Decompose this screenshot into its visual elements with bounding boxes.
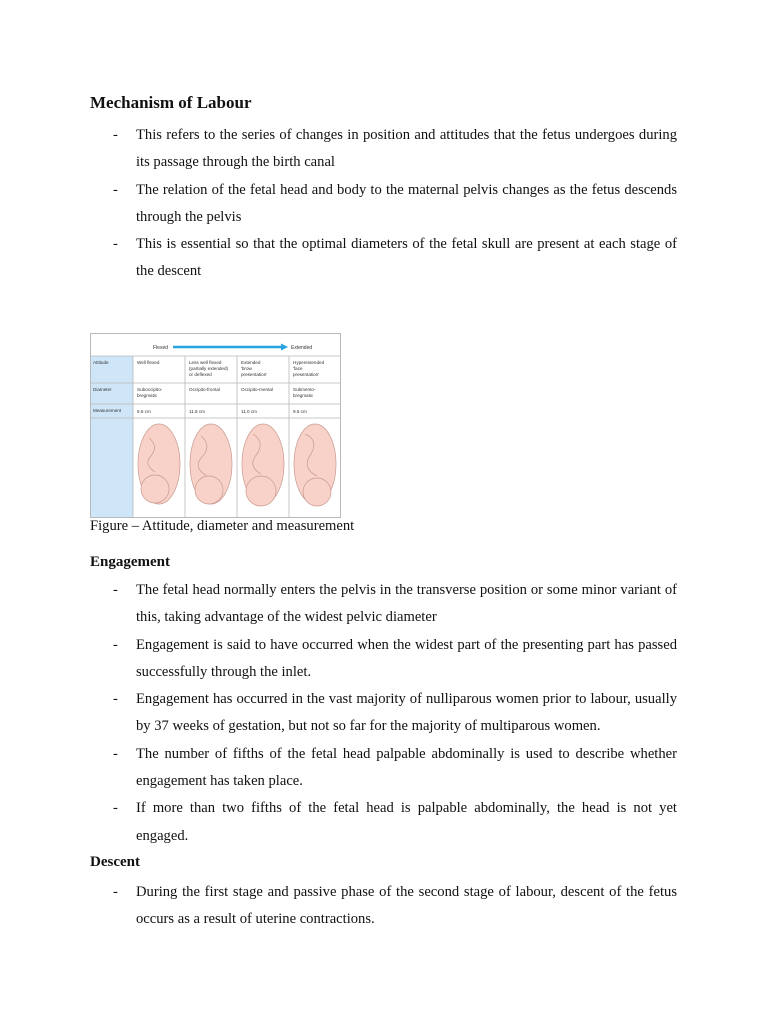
list-item: - If more than two fifths of the fetal head is palpable abdominally, the head is not yet engaged. <box>113 800 677 844</box>
scale-arrow-head-icon <box>281 344 288 351</box>
bullet-text: The relation of the fetal head and body to the maternal pelvis changes as the fetus descends through the pelvis <box>136 181 677 225</box>
diameter-cell: Occipito-frontal <box>189 387 220 392</box>
row-label-measurement: Measurement <box>93 408 122 413</box>
intro-bullet-list <box>0 122 768 286</box>
list-item: - The relation of the fetal head and body to the maternal pelvis changes as the fetus descends through the pelvis <box>113 181 677 225</box>
attitude-table-graphic <box>91 334 340 517</box>
fetus-partially-extended-icon <box>190 424 232 504</box>
measurement-row <box>137 409 307 414</box>
list-item: - Engagement is said to have occurred when the widest part of the presenting part has passed successfully through the inlet. <box>113 636 677 680</box>
attitude-cell: presentation' <box>293 372 320 377</box>
bullet-text: Engagement has occurred in the vast majority of nulliparous women prior to labour, usually by 37 weeks of gestation, but not so far for the majority of multiparous women. <box>136 691 677 735</box>
bullet-text: If more than two fifths of the fetal head is palpable abdominally, the head is not yet engaged. <box>136 800 677 844</box>
bullet-text: Engagement is said to have occurred when the widest part of the presenting part has passed successfully through the inlet. <box>136 636 677 680</box>
section-heading-engagement: Engagement <box>90 554 170 570</box>
attitude-cell: Extended <box>241 360 261 365</box>
measurement-cell: 9.5 cm <box>293 409 307 414</box>
descent-bullet-list <box>0 879 768 934</box>
attitude-figure <box>90 333 341 518</box>
list-item: - This refers to the series of changes in position and attitudes that the fetus undergoes during its passage through the birth canal <box>113 127 677 171</box>
attitude-cell: 'brow <box>241 366 252 371</box>
label-column-fill <box>91 356 133 517</box>
section-heading-descent: Descent <box>90 854 140 870</box>
diameter-cell: bregmatic <box>137 393 158 398</box>
attitude-cell: Less well flexed <box>189 360 222 365</box>
list-item: - During the first stage and passive phase of the second stage of labour, descent of the fetus occurs as a result of uterine contractions. <box>113 884 677 928</box>
list-item: - This is essential so that the optimal diameters of the fetal skull are present at each stage of the descent <box>113 236 677 280</box>
row-label-diameter: Diameter <box>93 387 112 392</box>
diameter-cell: Submento- <box>293 387 316 392</box>
bullet-text: This is essential so that the optimal diameters of the fetal skull are present at each stage of the descent <box>136 236 677 280</box>
bullet-text: During the first stage and passive phase of the second stage of labour, descent of the fetus occurs as a result of uterine contractions. <box>136 884 677 928</box>
measurement-cell: 9.5 cm <box>137 409 151 414</box>
measurement-cell: 11.5 cm <box>189 409 205 414</box>
list-item: - The number of fifths of the fetal head palpable abdominally is used to describe whether engagement has taken place. <box>113 745 677 790</box>
attitude-row <box>137 360 325 377</box>
diameter-cell: Suboccipito- <box>137 387 163 392</box>
diameter-cell: bregmatic <box>293 393 314 398</box>
fetus-well-flexed-icon <box>138 424 180 504</box>
attitude-cell: (partially extended) <box>189 366 229 371</box>
attitude-cell: Hyperextended <box>293 360 325 365</box>
bullet-text: This refers to the series of changes in position and attitudes that the fetus undergoes during its passage through the birth canal <box>136 127 677 171</box>
scale-right-label: Extended <box>291 345 313 351</box>
attitude-cell: Well flexed <box>137 360 160 365</box>
bullet-text: The number of fifths of the fetal head palpable abdominally is used to describe whether engagement has taken place. <box>136 745 677 790</box>
figure-caption: Figure – Attitude, diameter and measurement <box>90 518 355 534</box>
engagement-bullet-list <box>0 577 768 850</box>
diameter-cell: Occipito-mental <box>241 387 273 392</box>
attitude-cell: or deflexed <box>189 372 212 377</box>
fetus-face-presentation-icon <box>294 424 336 506</box>
row-label-attitude: Attitude <box>93 360 109 365</box>
attitude-cell: presentation' <box>241 372 268 377</box>
scale-left-label: Flexed <box>153 345 169 351</box>
attitude-cell: 'face <box>293 366 303 371</box>
measurement-cell: 11.0 cm <box>241 409 257 414</box>
list-item: - The fetal head normally enters the pelvis in the transverse position or some minor variant of this, taking advantage of the widest pelvic diameter <box>113 582 677 626</box>
list-item: - Engagement has occurred in the vast majority of nulliparous women prior to labour, usually by 37 weeks of gestation, but not so far for the majority of multiparous women. <box>113 691 677 735</box>
page-title: Mechanism of Labour <box>90 93 252 112</box>
fetus-brow-presentation-icon <box>242 424 284 506</box>
bullet-text: The fetal head normally enters the pelvis in the transverse position or some minor variant of this, taking advantage of the widest pelvic diameter <box>136 582 677 626</box>
